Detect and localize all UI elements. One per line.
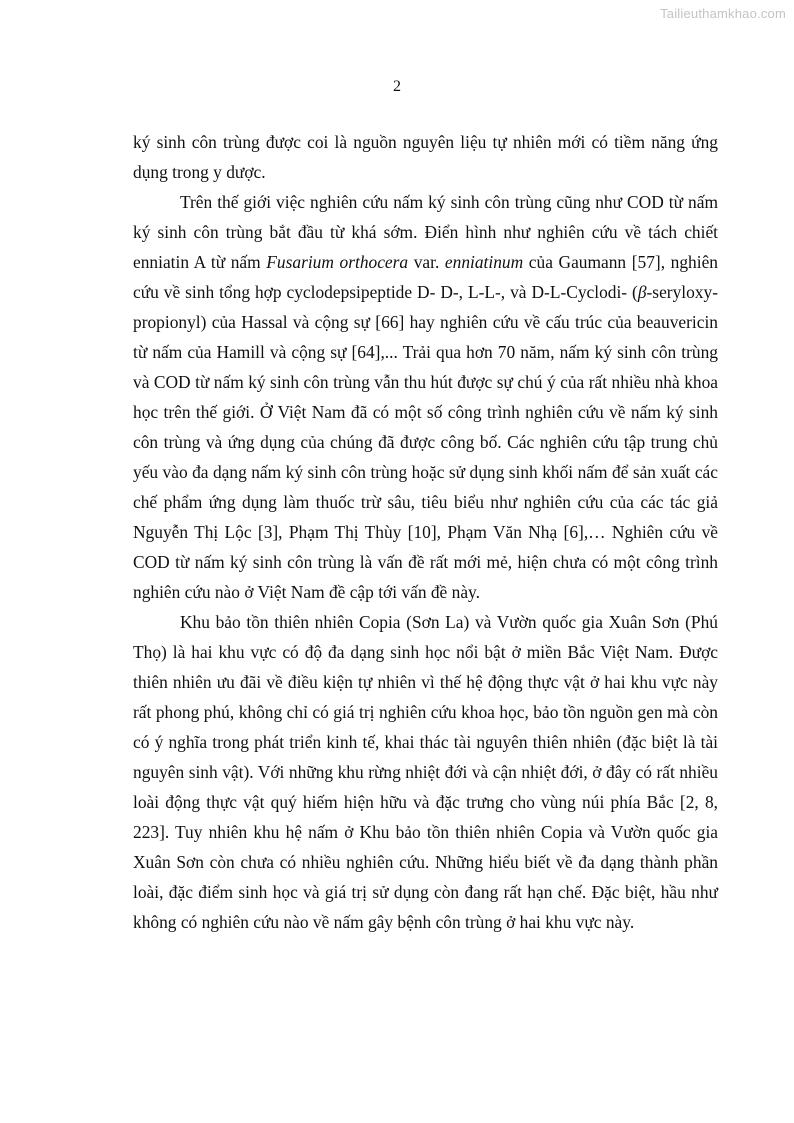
- document-body: [133, 127, 718, 937]
- paragraph-text: -seryloxy- propionyl) của Hassal và cộng sự [66] hay nghiên cứu về cấu trúc của beauvericin từ nấm của Hamill và cộng sự [64],... Trải qua hơn 70 năm, nấm ký sinh côn trùng và COD từ nấm ký sinh côn trùng vẫn thu hút được sự chú ý của rất nhiều nhà khoa học trên thế giới. Ở Việt Nam đã có một số công trình nghiên cứu về nấm ký sinh côn trùng và ứng dụng của chúng đã được công bố. Các nghiên cứu tập trung chủ yếu vào đa dạng nấm ký sinh côn trùng hoặc sử dụng sinh khối nấm để sản xuất các chế phẩm ứng dụng làm thuốc trừ sâu, tiêu biểu như nghiên cứu của các tác giả Nguyễn Thị Lộc [3], Phạm Thị Thùy [10], Phạm Văn Nhạ [6],… Nghiên cứu về COD từ nấm ký sinh côn trùng là vấn đề rất mới mẻ, hiện chưa có một công trình nghiên cứu nào ở Việt Nam đề cập tới vấn đề này.: [133, 282, 718, 602]
- species-name: Fusarium orthocera: [266, 252, 409, 272]
- paragraph-continuation: ký sinh côn trùng được coi là nguồn nguyên liệu tự nhiên mới có tiềm năng ứng dụng trong y dược.: [133, 132, 718, 182]
- paragraph-text: Trên thế giới việc nghiên cứu nấm ký sinh côn trùng cũng như COD từ nấm ký sinh côn trùng bắt đầu từ khá sớm. Điển hình như nghiên cứu về tách chiết enniatin A từ nấm: [133, 192, 718, 272]
- paragraph-study-areas: Khu bảo tồn thiên nhiên Copia (Sơn La) và Vườn quốc gia Xuân Sơn (Phú Thọ) là hai khu vực có độ đa dạng sinh học nổi bật ở miền Bắc Việt Nam. Được thiên nhiên ưu đãi về điều kiện tự nhiên vì thế hệ động thực vật ở hai khu vực này rất phong phú, không chỉ có giá trị nghiên cứu khoa học, bảo tồn nguồn gen mà còn có ý nghĩa trong phát triển kinh tế, khai thác tài nguyên thiên nhiên (đặc biệt là tài nguyên sinh vật). Với những khu rừng nhiệt đới và cận nhiệt đới, ở đây có rất nhiều loài động thực vật quý hiếm hiện hữu và đặc trưng cho vùng núi phía Bắc [2, 8, 223]. Tuy nhiên khu hệ nấm ở Khu bảo tồn thiên nhiên Copia và Vườn quốc gia Xuân Sơn còn chưa có nhiều nghiên cứu. Những hiểu biết về đa dạng thành phần loài, đặc điểm sinh học và giá trị sử dụng còn đang rất hạn chế. Đặc biệt, hầu như không có nghiên cứu nào về nấm gây bệnh côn trùng ở hai khu vực này.: [133, 612, 718, 932]
- page-number: 2: [393, 78, 401, 95]
- watermark: Tailieuthamkhao.com: [660, 6, 786, 21]
- paragraph-text: var.: [408, 252, 445, 272]
- variety-name: enniatinum: [444, 252, 524, 272]
- beta-symbol: β: [637, 282, 647, 302]
- paragraph-research-history: [133, 187, 718, 607]
- paragraph-text: của Gaumann [57], nghiên cứu về sinh tổng hợp cyclodepsipeptide D- D-, L-L-, và D-L-Cyclodi- (: [133, 252, 718, 302]
